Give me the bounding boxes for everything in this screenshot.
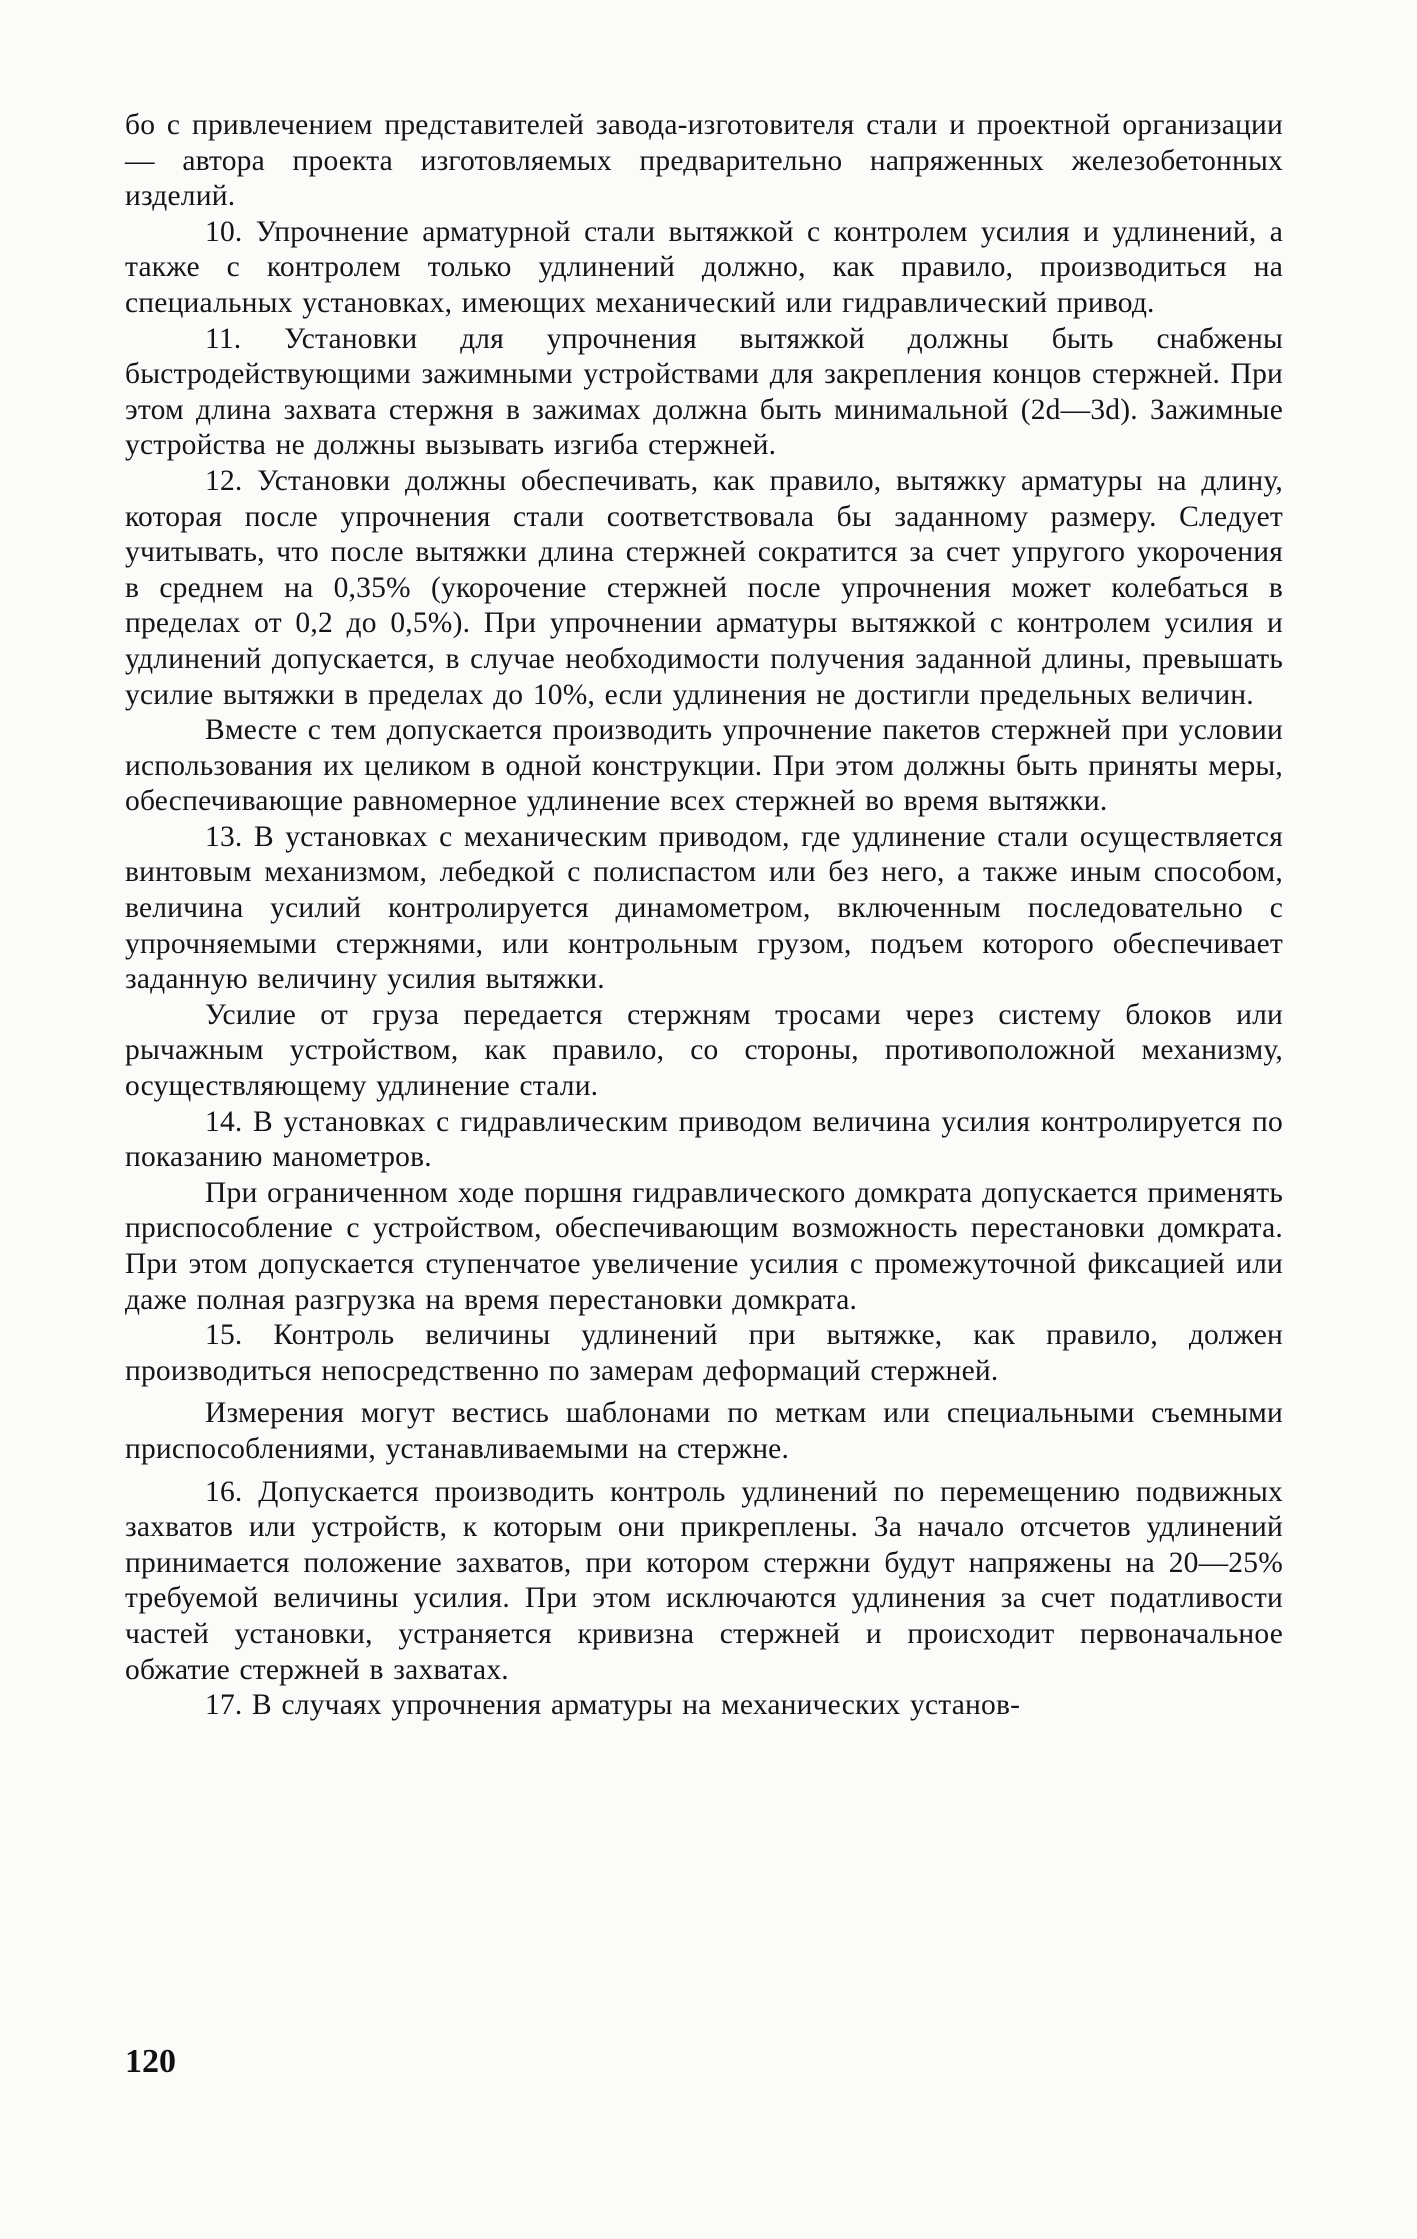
paragraph-item-13-note: Усилие от груза передается стержням тросами через систему блоков или рычажным устройством, как правило, со стороны, противоположной механизму, осуществляющему удлинение стали. bbox=[125, 998, 1283, 1103]
paragraph-continuation: бо с привлечением представителей завода-изготовителя стали и проектной организации — автора проекта изготовляемых предварительно напряженных железобетонных изделий. bbox=[125, 109, 1283, 213]
paragraph-item-12: 12. Установки должны обеспечивать, как правило, вытяжку арматуры на длину, которая после упрочнения стали соответствовала бы заданному размеру. Следует учитывать, что после вытяжки длина стержней сократится за счет упругого укорочения в среднем на 0,35% (укорочение стержней после упрочнения может колебаться в пределах от 0,2 до 0,5%). При упрочнении арматуры вытяжкой с контролем усилия и удлинений допускается, в случае необходимости получения заданной длины, превышать усилие вытяжки в пределах до 10%, если удлинения не достигли предельных величин. bbox=[125, 464, 1283, 711]
page-number: 120 bbox=[125, 2043, 176, 2080]
paragraph-item-13: 13. В установках с механическим приводом, где удлинение стали осуществляется винтовым механизмом, лебедкой с полиспастом или без него, а также иным способом, величина усилий контролируется динамометром, включенным последовательно с упрочняемыми стержнями, или контрольным грузом, подъем которого обеспечивает заданную величину усилия вытяжки. bbox=[125, 820, 1283, 996]
paragraph-item-12-note: Вместе с тем допускается производить упрочнение пакетов стержней при условии использования их целиком в одной конструкции. При этом должны быть приняты меры, обеспечивающие равномерное удлинение всех стержней во время вытяжки. bbox=[125, 714, 1283, 818]
paragraph-item-17: 17. В случаях упрочнения арматуры на механических установ- bbox=[205, 1689, 1021, 1722]
body-text bbox=[125, 108, 1283, 1724]
paragraph-item-14-note: При ограниченном ходе поршня гидравлического домкрата допускается применять приспособление с устройством, обеспечивающим возможность перестановки домкрата. При этом допускается ступенчатое увеличение усилия с промежуточной фиксацией или даже полная разгрузка на время перестановки домкрата. bbox=[125, 1176, 1283, 1316]
paragraph-item-10: 10. Упрочнение арматурной стали вытяжкой с контролем усилия и удлинений, а также с контролем только удлинений должно, как правило, производиться на специальных установках, имеющих механический или гидравлический привод. bbox=[125, 215, 1283, 319]
paragraph-item-15: 15. Контроль величины удлинений при вытяжке, как правило, должен производиться непосредственно по замерам деформаций стержней. bbox=[125, 1319, 1283, 1387]
paragraph-item-16: 16. Допускается производить контроль удлинений по перемещению подвижных захватов или устройств, к которым они прикреплены. За начало отсчетов удлинений принимается положение захватов, при котором стержни будут напряжены на 20—25% требуемой величины усилия. При этом исключаются удлинения за счет податливости частей установки, устраняется кривизна стержней и происходит первоначальное обжатие стержней в захватах. bbox=[125, 1475, 1283, 1686]
paragraph-item-14: 14. В установках с гидравлическим приводом величина усилия контролируется по показанию манометров. bbox=[125, 1105, 1283, 1174]
paragraph-item-15-note: Измерения могут вестись шаблонами по меткам или специальными съемными приспособлениями, устанавливаемыми на стержне. bbox=[125, 1397, 1283, 1465]
paragraph-item-11: 11. Установки для упрочнения вытяжкой должны быть снабжены быстродействующими зажимными устройствами для закрепления концов стержней. При этом длина захвата стержня в зажимах должна быть минимальной (2d—3d). Зажимные устройства не должны вызывать изгиба стержней. bbox=[125, 322, 1283, 462]
